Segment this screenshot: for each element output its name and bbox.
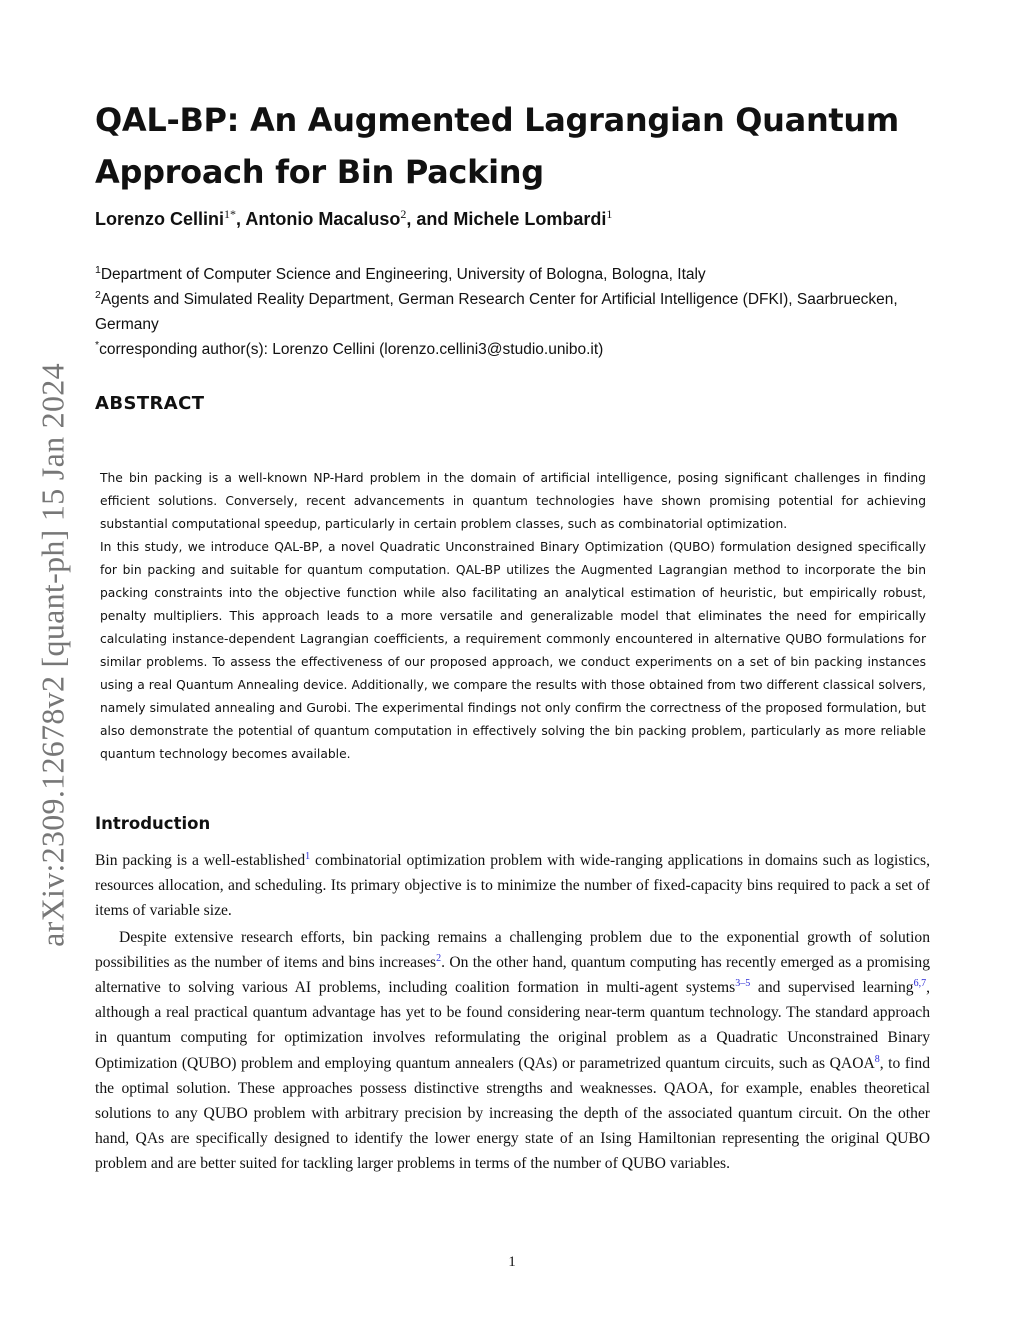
author-name: Michele Lombardi <box>453 209 607 229</box>
text-run: combinatorial optimization problem with wide-ranging applications in domains such as logistics, resources allocation, and scheduling. Its primary objective is to minimize the number of fixed-capacity bins required to pack a set of items of variable size. <box>95 852 930 920</box>
affiliation-mark: * <box>95 339 100 351</box>
author-separator: , and <box>406 209 454 229</box>
citation-link[interactable]: 3–5 <box>735 977 751 989</box>
citation-link[interactable]: 8 <box>874 1053 880 1065</box>
text-run: , although a real practical quantum advantage has yet to be found considering near-term quantum technology. The standard approach in quantum computing for optimization involves reformulating the original problem as a Quadratic Unconstrained Binary Optimization (QUBO) problem and employing quantum annealers (QAs) or parametrized quantum circuits, such as QAOA <box>95 979 930 1072</box>
author-affiliation-mark: 1* <box>224 207 237 221</box>
affiliation-2 <box>95 283 935 337</box>
affiliation-mark: 1 <box>95 264 101 276</box>
affiliation-text: Agents and Simulated Reality Department, German Research Center for Artificial Intelligence (DFKI), Saarbruecken, Germany <box>95 291 898 334</box>
author-affiliation-mark: 2 <box>400 207 407 221</box>
author-affiliation-mark: 1 <box>606 207 613 221</box>
abstract-heading: ABSTRACT <box>95 393 205 414</box>
author-separator: , <box>236 209 246 229</box>
abstract-body <box>100 467 926 766</box>
text-run: , to find the optimal solution. These approaches possess distinctive strengths and weaknesses. QAOA, for example, enables theoretical solutions to any QUBO problem with arbitrary precision by increasing the depth of the associated quantum circuit. On the other hand, QAs are specifically designed to identify the lower energy state of an Ising Hamiltonian representing the original QUBO problem and are better suited for tackling larger problems in terms of the number of QUBO variables. <box>95 1054 930 1173</box>
paper-title: QAL-BP: An Augmented Lagrangian Quantum Approach for Bin Packing <box>95 101 899 191</box>
body-paragraph <box>95 925 930 1177</box>
affiliation-text: Department of Computer Science and Engineering, University of Bologna, Bologna, Italy <box>100 266 706 284</box>
text-run: Despite extensive research efforts, bin packing remains a challenging problem due to the exponential growth of solution possibilities as the number of items and bins increases <box>95 928 930 971</box>
affiliation-mark: 2 <box>95 289 101 301</box>
text-run: . On the other hand, quantum computing has recently emerged as a promising alternative to solving various AI problems, including coalition formation in multi-agent systems <box>95 953 930 997</box>
body-paragraph <box>95 848 930 924</box>
abstract-paragraph: The bin packing is a well-known NP-Hard problem in the domain of artificial intelligence, posing significant challenges in finding efficient solutions. Conversely, recent advancements in quantum technologies have shown promising potential for achieving substantial computational speedup, particularly in certain problem classes, such as combinatorial optimization. <box>100 471 926 531</box>
author-name: Lorenzo Cellini <box>95 209 225 229</box>
abstract-paragraph: In this study, we introduce QAL-BP, a novel Quadratic Unconstrained Binary Optimization (QUBO) formulation designed specifically for bin packing and suitable for quantum computation. QAL-BP utilizes the Augmented Lagrangian method to incorporate the bin packing constraints into the objective function while also facilitating an analytical estimation of heuristic, but empirically robust, penalty multipliers. This approach leads to a more versatile and generalizable model that eliminates the need for empirically calculating instance-dependent Lagrangian coefficients, a requirement commonly encountered in alternative QUBO formulations for similar problems. To assess the effectiveness of our proposed approach, we conduct experiments on a set of bin packing instances using a real Quantum Annealing device. Additionally, we compare the results with those obtained from two different classical solvers, namely simulated annealing and Gurobi. The experimental findings not only confirm the correctness of the proposed formulation, but also demonstrate the potential of quantum computation in effectively solving the bin packing problem, particularly as more reliable quantum technology becomes available. <box>100 540 926 761</box>
page-number: 1 <box>508 1254 516 1270</box>
text-run: and supervised learning <box>750 979 914 997</box>
arxiv-identifier-stamp: arXiv:2309.12678v2 [quant-ph] 15 Jan 2024 <box>34 363 71 947</box>
citation-link[interactable]: 1 <box>305 850 311 862</box>
text-run: Bin packing is a well-established <box>95 852 306 869</box>
citation-link[interactable]: 2 <box>436 952 442 964</box>
introduction-heading: Introduction <box>95 814 211 833</box>
citation-link[interactable]: 6,7 <box>913 977 927 989</box>
author-list <box>95 207 612 230</box>
author-name: Antonio Macaluso <box>245 209 401 229</box>
introduction-body <box>95 848 930 1177</box>
affiliation-text: corresponding author(s): Lorenzo Cellini (lorenzo.cellini3@studio.unibo.it) <box>99 341 604 359</box>
corresponding-author <box>95 333 935 362</box>
